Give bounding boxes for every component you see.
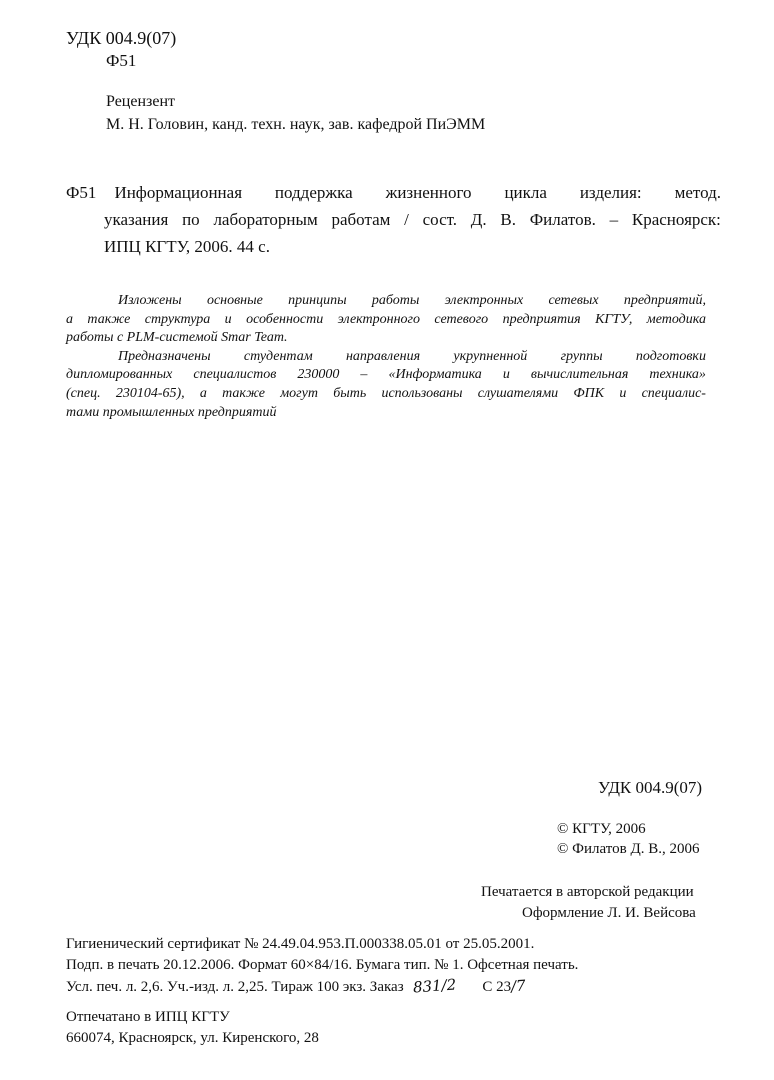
word: Предназначены: [118, 348, 211, 364]
address: 660074, Красноярск, ул. Киренского, 28: [66, 1030, 319, 1046]
word: также: [222, 385, 266, 401]
word: Изложены: [118, 293, 182, 308]
word: предприятия: [502, 311, 581, 327]
annotation-line: тами промышленных предприятий: [66, 404, 277, 420]
word: –: [360, 367, 368, 383]
word: Красноярск:: [631, 210, 721, 229]
hygiene-certificate: Гигиенический сертификат № 24.49.04.953.П.000338.05.01 от 25.05.2001.: [66, 936, 535, 952]
word: –: [609, 210, 619, 229]
bib-third-line: ИПЦ КГТУ, 2006. 44 с.: [104, 237, 270, 256]
word: электронного: [337, 311, 420, 327]
annotation-line: [66, 292, 706, 311]
word: студентам: [243, 348, 313, 364]
word: поддержка: [274, 183, 353, 202]
word: Д.: [470, 210, 487, 229]
word: ФПК: [573, 385, 605, 401]
word: дипломированных: [66, 367, 173, 383]
word: сост.: [422, 210, 458, 229]
udk-code-top: УДК 004.9(07): [66, 28, 177, 48]
annotation-line: [66, 366, 706, 385]
word: Филатов.: [529, 210, 596, 229]
word: работам: [331, 210, 391, 229]
udk-code-bottom: УДК 004.9(07): [598, 778, 703, 797]
signed-to-print: Подп. в печать 20.12.2006. Формат 60×84/16. Бумага тип. № 1. Офсетная печать.: [66, 957, 579, 973]
word: использованы: [381, 385, 463, 401]
word: В.: [500, 210, 516, 229]
word: а: [66, 311, 73, 327]
reviewer-name: М. Н. Головин, канд. техн. наук, зав. кафедрой ПиЭММ: [106, 116, 486, 133]
printed-note: Печатается в авторской редакции: [481, 884, 694, 900]
word: специалистов: [193, 367, 277, 383]
word: сетевого: [434, 311, 489, 327]
word: принципы: [288, 293, 347, 308]
page-label: С 23: [482, 979, 512, 995]
bib-title-line: [114, 179, 721, 206]
word: Информационная: [114, 183, 243, 202]
word: электронных: [444, 293, 524, 308]
word: работы: [371, 293, 420, 308]
word: направления: [345, 348, 421, 364]
word: сетевых: [548, 293, 599, 308]
sheets-text: Усл. печ. л. 2,6. Уч.-изд. л. 2,25. Тираж 100 экз. Заказ: [66, 979, 404, 995]
word: цикла: [504, 183, 547, 202]
copyright-author: © Филатов Д. В., 2006: [557, 841, 700, 857]
word: лабораторным: [213, 210, 318, 229]
word: особенности: [246, 311, 324, 327]
word: 230104-65),: [115, 385, 185, 401]
word: метод.: [674, 183, 721, 202]
copyright-org: © КГТУ, 2006: [557, 821, 646, 837]
page-number-handwritten: /7: [510, 976, 527, 996]
design-note: Оформление Л. И. Вейсова: [522, 905, 696, 921]
word: жизненного: [385, 183, 472, 202]
word: подготовки: [635, 348, 706, 364]
imprint-block: [66, 934, 578, 998]
word: а: [199, 385, 207, 401]
bbk-code-top: Ф51: [106, 51, 137, 70]
word: по: [182, 210, 200, 229]
word: группы: [560, 348, 603, 364]
bib-code: Ф51: [66, 183, 97, 202]
reviewer-label: Рецензент: [106, 93, 175, 110]
bib-first-line: [66, 179, 721, 206]
annotation-line: работы с PLM-системой Smar Team.: [66, 330, 288, 346]
word: указания: [104, 210, 169, 229]
annotation-line: [66, 385, 706, 404]
word: 230000: [297, 367, 340, 383]
word: предприятий,: [623, 293, 706, 308]
word: и: [619, 385, 627, 401]
word: методика: [646, 311, 706, 327]
word: быть: [333, 385, 367, 401]
word: структура: [144, 311, 211, 327]
printed-at: Отпечатано в ИПЦ КГТУ: [66, 1009, 230, 1025]
annotation-line: [66, 348, 706, 367]
word: вычислительная: [530, 367, 629, 383]
bib-second-line: [66, 206, 721, 233]
word: основные: [206, 293, 263, 308]
bibliographic-entry: [66, 179, 721, 260]
word: укрупненной: [453, 348, 528, 364]
word: и: [502, 367, 510, 383]
word: «Информатика: [388, 367, 482, 383]
word: слушателями: [477, 385, 559, 401]
annotation-line: [66, 311, 706, 330]
word: и: [224, 311, 232, 327]
print-house-block: [66, 1007, 319, 1049]
word: специалис-: [641, 385, 706, 401]
word: изделия:: [579, 183, 642, 202]
annotation: [66, 292, 706, 422]
word: техника»: [649, 367, 706, 383]
word: также: [87, 311, 131, 327]
word: /: [404, 210, 409, 229]
sheets-line: [66, 976, 578, 998]
word: могут: [280, 385, 318, 401]
word: (спец.: [66, 385, 101, 401]
word: КГТУ,: [595, 311, 633, 327]
order-number-handwritten: 831/2: [412, 975, 458, 997]
